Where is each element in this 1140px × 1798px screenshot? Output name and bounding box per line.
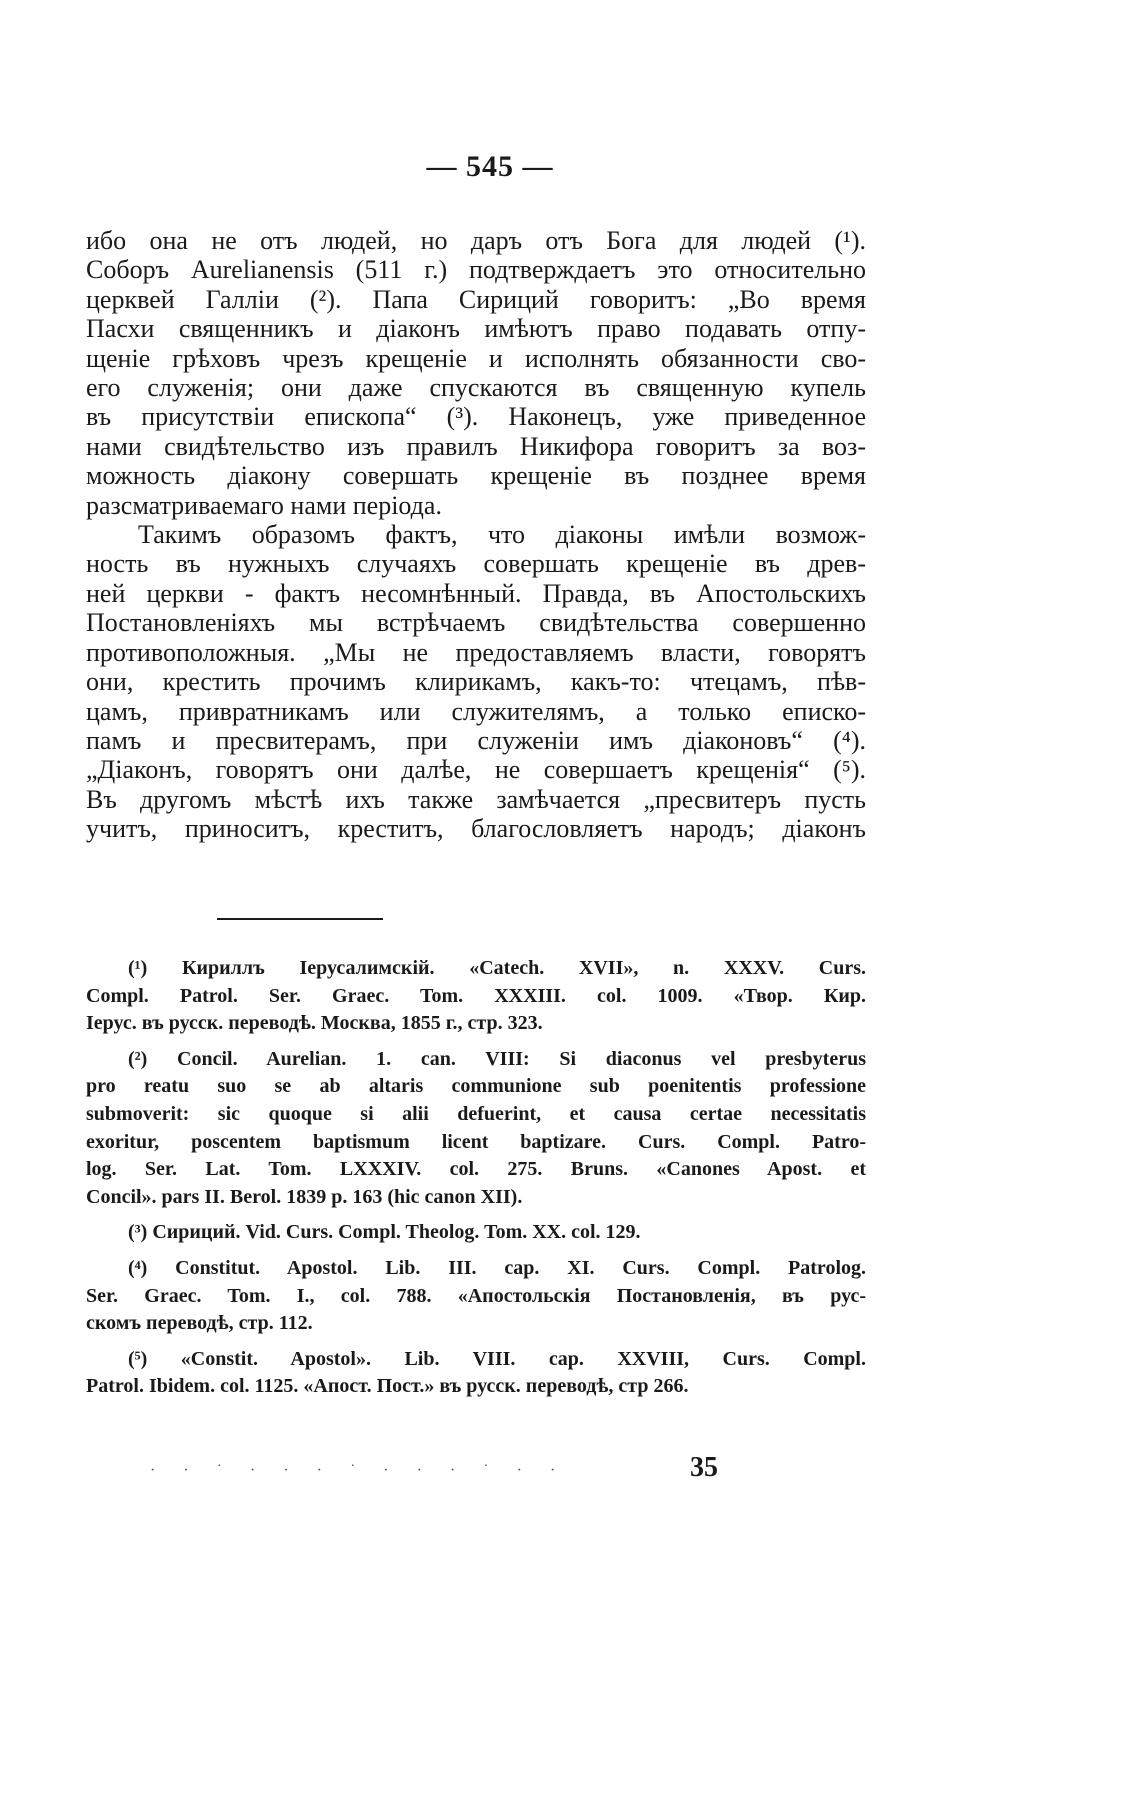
text-line: противоположныя. „Мы не предоставляемъ власти, говорятъ <box>86 637 866 667</box>
footnote-line: pro reatu suo se ab altaris communione sub poenitentis professione <box>86 1075 866 1098</box>
print-specks: · · ˙ · · · ˙ · · · ˙ · · <box>150 1462 568 1479</box>
text-line: ибо она не отъ людей, но даръ отъ Бога для людей (¹). <box>86 226 866 255</box>
text-line: Постановленіяхъ мы встрѣчаемъ свидѣтельства совершенно <box>86 608 866 638</box>
text-line: ней церкви - фактъ несомнѣнный. Правда, въ Апостольскихъ <box>86 578 866 608</box>
text-line: его служенія; они даже спускаются въ священную купель <box>86 373 866 403</box>
text-line: Такимъ образомъ фактъ, что діаконы имѣли возмож- <box>138 520 866 550</box>
footnote-line: Patrol. Ibidem. col. 1125. «Апост. Пост.» въ русск. переводѣ, стр 266. <box>86 1375 689 1398</box>
signature-mark: 35 <box>690 1452 718 1483</box>
footnote-line: exoritur, poscentem baptismum licent baptizare. Curs. Compl. Patro- <box>86 1130 866 1153</box>
text-line: церквей Галліи (²). Папа Сириций говоритъ: „Во время <box>86 284 866 314</box>
main-text <box>86 226 866 844</box>
footnote-line: скомъ переводѣ, стр. 112. <box>86 1312 313 1335</box>
text-line: они, крестить прочимъ клирикамъ, какъ-то: чтецамъ, пѣв- <box>86 667 866 697</box>
footnote-line: (²) Concil. Aurelian. 1. can. VIII: Si diaconus vel presbyterus <box>128 1047 866 1070</box>
text-line: Пасхи священникъ и діаконъ имѣютъ право подавать отпу- <box>86 314 866 344</box>
footnote-line: Compl. Patrol. Ser. Graec. Tom. XXXIII. col. 1009. «Твор. Кир. <box>86 984 866 1007</box>
page-number: — 545 — <box>426 150 554 183</box>
footnote-4 <box>86 1255 866 1338</box>
text-line: щеніе грѣховъ чрезъ крещеніе и исполнять обязанности сво- <box>86 343 866 373</box>
footnote-line: submoverit: sic quoque si alii defuerint, et causa certae necessitatis <box>86 1102 866 1125</box>
text-line: цамъ, привратникамъ или служителямъ, а только еписко- <box>86 696 866 726</box>
text-line: „Діаконъ, говорятъ они далѣе, не совершаетъ крещенія“ (⁵). <box>86 755 866 785</box>
footnote-1 <box>86 955 866 1038</box>
text-line: памъ и пресвитерамъ, при служеніи имъ діаконовъ“ (⁴). <box>86 725 866 755</box>
footnote-3 <box>86 1219 866 1247</box>
footnote-5 <box>86 1346 866 1401</box>
text-line: учитъ, приноситъ, креститъ, благословляетъ народъ; діаконъ <box>86 814 866 844</box>
text-line: Въ другомъ мѣстѣ ихъ также замѣчается „пресвитеръ пусть <box>86 784 866 814</box>
footnote-line: log. Ser. Lat. Tom. LXXXIV. col. 275. Bruns. «Canones Apost. et <box>86 1158 866 1181</box>
footnote-line: (⁵) «Constit. Apostol». Lib. VIII. cap. XXVIII, Curs. Compl. <box>128 1347 866 1370</box>
text-line: ность въ нужныхъ случаяхъ совершать крещеніе въ древ- <box>86 549 866 579</box>
footnote-2 <box>86 1046 866 1212</box>
text-line: въ присутствіи епископа“ (³). Наконецъ, уже приведенное <box>86 402 866 432</box>
text-line: Соборъ Aurelianensis (511 г.) подтверждаетъ это относительно <box>86 255 866 285</box>
footnote-line: Concil». pars II. Berol. 1839 p. 163 (hic canon XII). <box>86 1185 523 1208</box>
footnotes <box>86 955 866 1401</box>
footnote-line: Ser. Graec. Tom. I., col. 788. «Апостольскія Постановленія, въ рус- <box>86 1284 866 1307</box>
footnote-line: (¹) Кириллъ Іерусалимскій. «Catech. XVII», n. XXXV. Curs. <box>128 957 866 979</box>
text-line: можность діакону совершать крещеніе въ позднее время <box>86 461 866 491</box>
text-line: разсматриваемаго нами періода. <box>86 490 442 520</box>
footnote-divider <box>217 918 383 920</box>
footnote-line: (³) Сириций. Vid. Curs. Compl. Theolog. Tom. XX. col. 129. <box>128 1221 641 1244</box>
footnote-line: (⁴) Constitut. Apostol. Lib. III. cap. XI. Curs. Compl. Patrolog. <box>128 1256 866 1279</box>
footnote-line: Іерус. въ русск. переводѣ. Москва, 1855 г., стр. 323. <box>86 1012 543 1035</box>
text-line: нами свидѣтельство изъ правилъ Никифора говоритъ за воз- <box>86 431 866 461</box>
